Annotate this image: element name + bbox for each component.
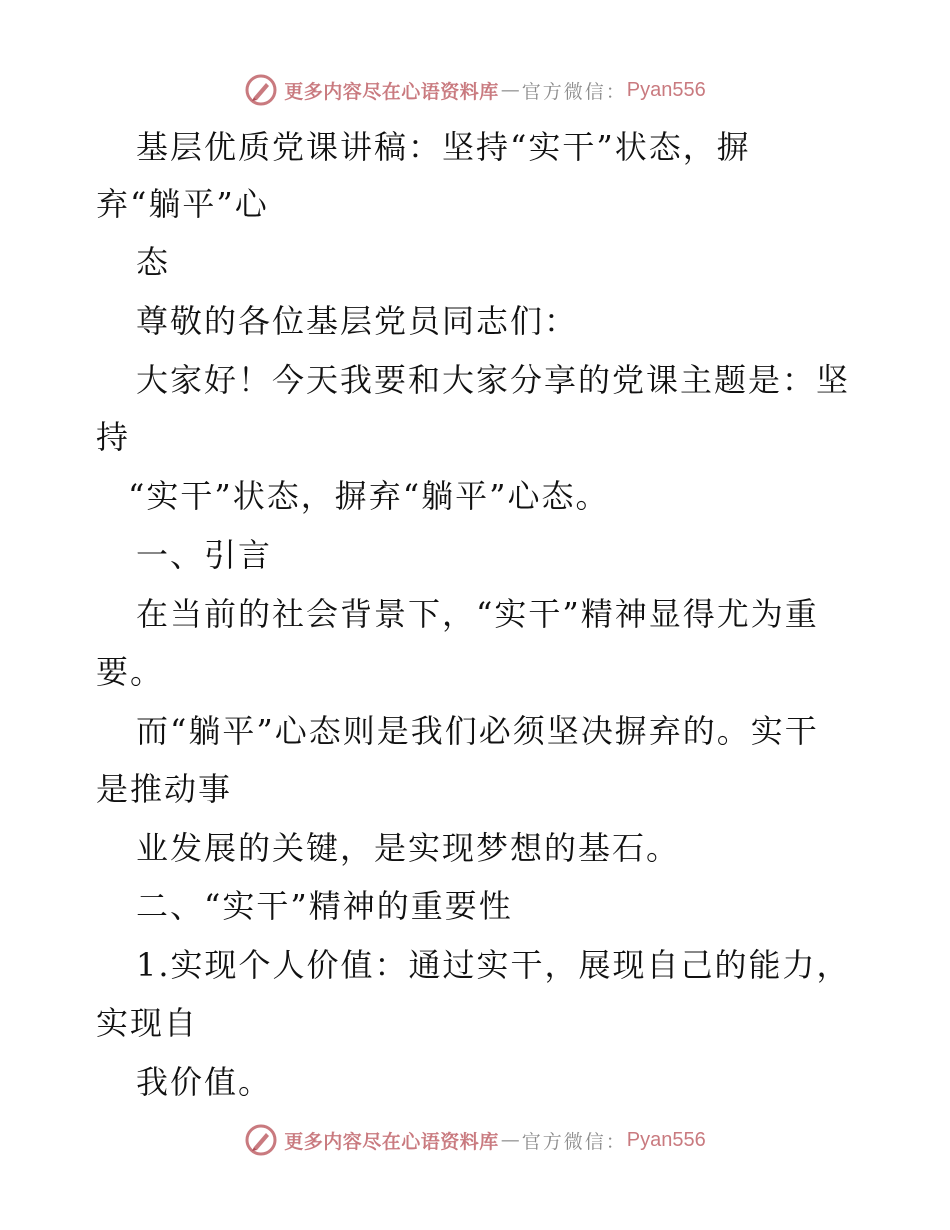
watermark-wechat-label: 官方微信： xyxy=(521,80,627,103)
doc-paragraph-line: 1.实现个人价值：通过实干，展现自己的能力， xyxy=(136,946,851,984)
doc-paragraph-line: 而“躺平”心态则是我们必须坚决摒弃的。实干 xyxy=(136,712,819,750)
doc-salutation: 尊敬的各位基层党员同志们： xyxy=(136,302,579,340)
footer-watermark xyxy=(0,1120,950,1160)
doc-section-heading: 二、“实干”精神的重要性 xyxy=(136,887,513,925)
doc-title-line-2: 弃“躺平”心 xyxy=(96,185,269,223)
watermark-separator: — xyxy=(500,79,520,101)
header-watermark xyxy=(0,70,950,110)
doc-section-heading: 一、引言 xyxy=(136,536,273,574)
watermark-wechat-label: 官方微信： xyxy=(521,1130,627,1153)
watermark-wechat-id: Pyan556 xyxy=(626,78,706,101)
doc-paragraph-line: 业发展的关键，是实现梦想的基石。 xyxy=(136,829,681,867)
pen-nib-logo-icon xyxy=(244,1123,278,1157)
watermark-separator: — xyxy=(500,1129,520,1151)
doc-paragraph-line: 持 xyxy=(96,418,131,456)
doc-paragraph-line: 在当前的社会背景下，“实干”精神显得尤为重 xyxy=(136,595,819,633)
doc-paragraph-line: 我价值。 xyxy=(136,1063,273,1101)
doc-paragraph-line: “实干”状态，摒弃“躺平”心态。 xyxy=(128,477,610,515)
watermark-label: 更多内容尽在心语资料库 xyxy=(284,80,499,103)
watermark-wechat-id: Pyan556 xyxy=(626,1128,706,1151)
doc-paragraph-line: 大家好！今天我要和大家分享的党课主题是：坚 xyxy=(136,361,851,399)
doc-paragraph-line: 实现自 xyxy=(96,1004,199,1042)
doc-title-line-1: 基层优质党课讲稿：坚持“实干”状态，摒 xyxy=(136,128,751,166)
pen-nib-logo-icon xyxy=(244,73,278,107)
doc-paragraph-line: 要。 xyxy=(96,653,165,691)
doc-title-line-3: 态 xyxy=(136,243,171,281)
watermark-label: 更多内容尽在心语资料库 xyxy=(284,1130,499,1153)
doc-paragraph-line: 是推动事 xyxy=(96,770,233,808)
